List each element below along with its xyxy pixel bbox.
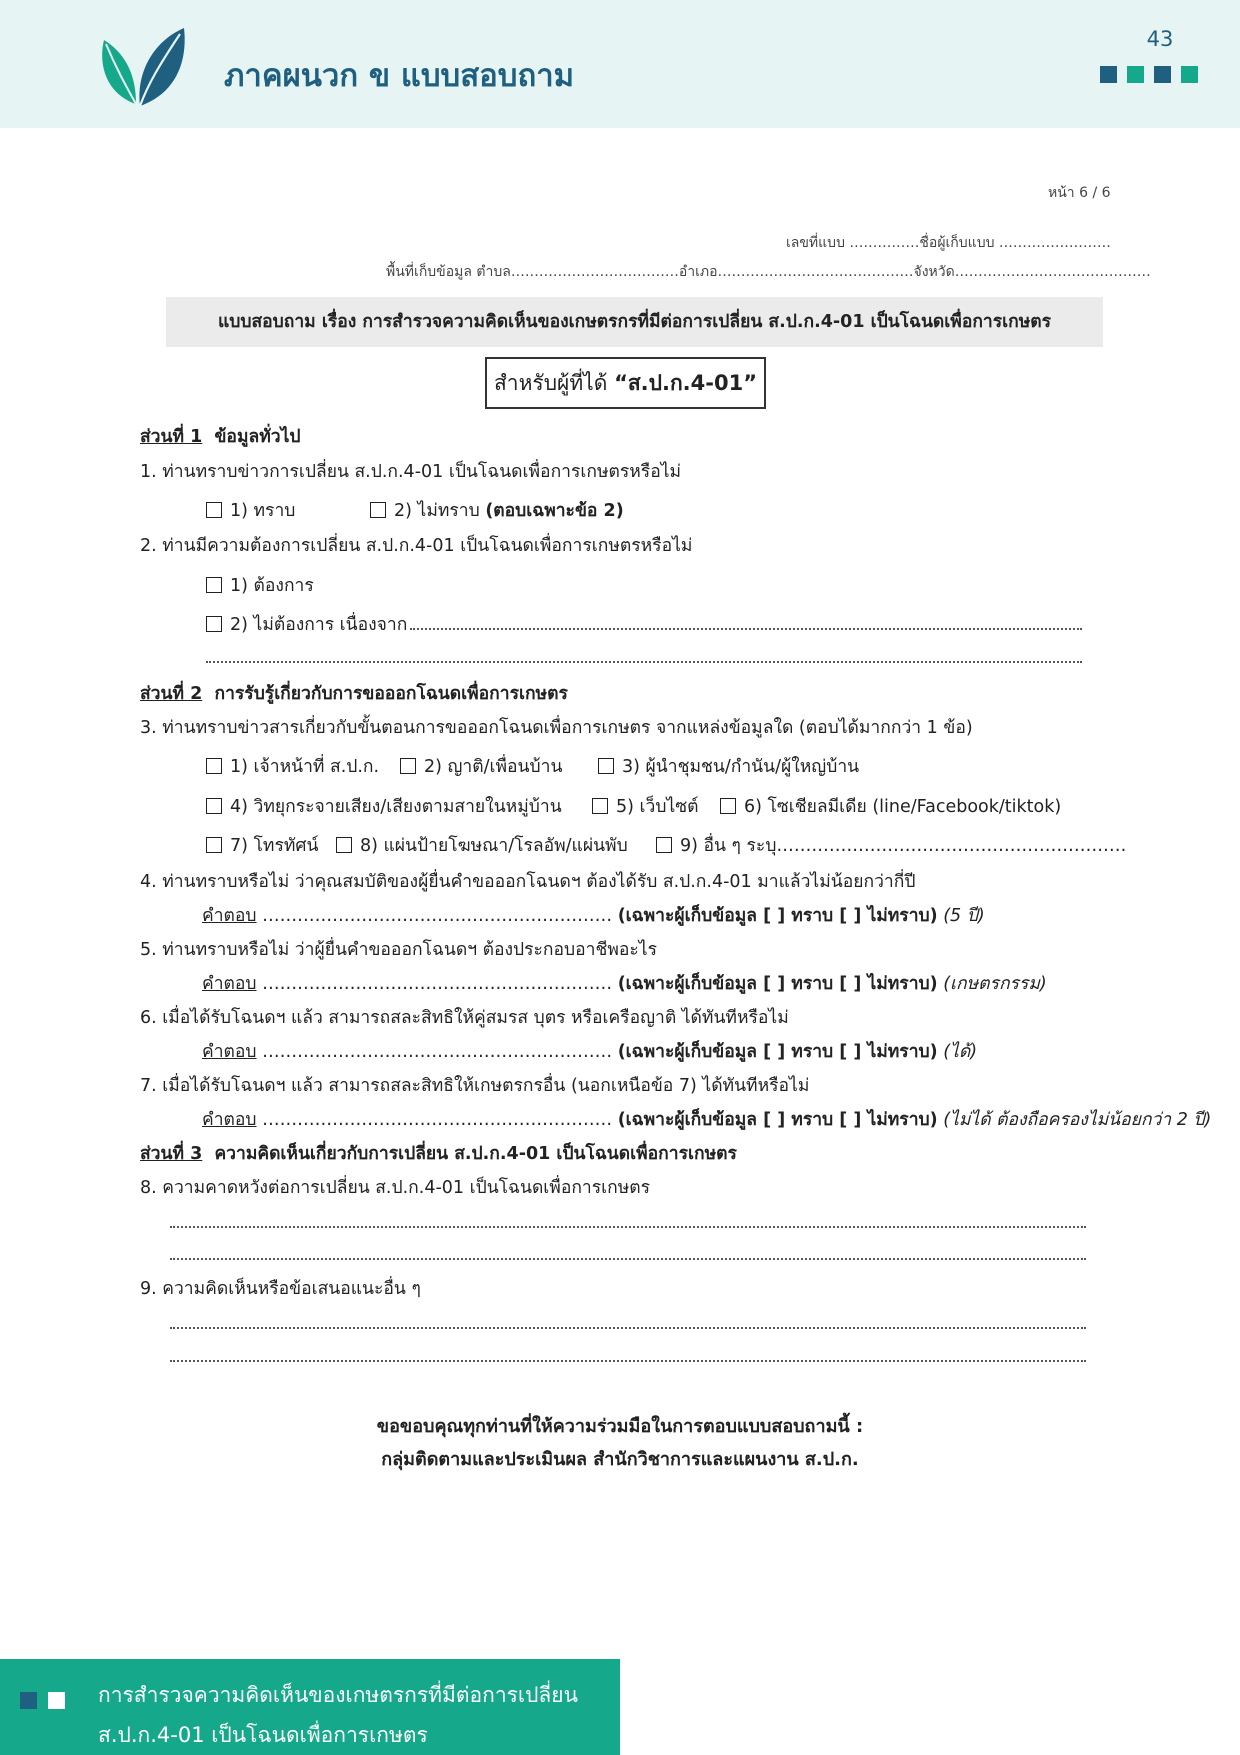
option-note: (ตอบเฉพาะข้อ 2)	[485, 501, 624, 521]
answer-label: คำตอบ	[202, 1042, 257, 1062]
q3-option-5[interactable]	[592, 792, 698, 820]
q2-reason-line-2[interactable]	[206, 661, 1082, 663]
q8-answer-line-2[interactable]	[170, 1258, 1086, 1260]
checkbox[interactable]	[206, 758, 222, 774]
form-subtitle-box	[485, 357, 766, 409]
area-field[interactable]: พื้นที่เก็บข้อมูล ตำบล………………………………อำเภอ……………………………………จังหวัด……………………………………	[386, 264, 1151, 280]
checkbox[interactable]	[206, 616, 222, 632]
q3-option-1[interactable]	[206, 752, 379, 780]
q1-text: 1. ท่านทราบข่าวการเปลี่ยน ส.ป.ก.4-01 เป็นโฉนดเพื่อการเกษตรหรือไม่	[140, 462, 682, 482]
checkbox[interactable]	[400, 758, 416, 774]
q8-text: 8. ความคาดหวังต่อการเปลี่ยน ส.ป.ก.4-01 เป็นโฉนดเพื่อการเกษตร	[140, 1178, 651, 1198]
form-number-field[interactable]: เลขที่แบบ ……………ชื่อผู้เก็บแบบ ……………………	[786, 235, 1111, 251]
answer-label: คำตอบ	[202, 974, 257, 994]
collector-note: (เฉพาะผู้เก็บข้อมูล [ ] ทราบ [ ] ไม่ทราบ)	[617, 906, 938, 926]
q5-text: 5. ท่านทราบหรือไม่ ว่าผู้ยื่นคำขอออกโฉนดฯ ต้องประกอบอาชีพอะไร	[140, 940, 657, 960]
answer-dots[interactable]: ……………………………………………………	[262, 1110, 613, 1130]
q2-option-1[interactable]	[206, 571, 314, 599]
part3-title: ความคิดเห็นเกี่ยวกับการเปลี่ยน ส.ป.ก.4-01 เป็นโฉนดเพื่อการเกษตร	[214, 1144, 737, 1164]
option-label: 2) ไม่ทราบ	[394, 501, 480, 521]
checkbox[interactable]	[206, 577, 222, 593]
subtitle-bold: “ส.ป.ก.4-01”	[614, 371, 758, 395]
checkbox[interactable]	[206, 798, 222, 814]
q7-answer-row[interactable]	[202, 1105, 1211, 1133]
option-label: 1) ต้องการ	[230, 576, 314, 596]
q8-answer-line-1[interactable]	[170, 1226, 1086, 1228]
option-label: 3) ผู้นำชุมชน/กำนัน/ผู้ใหญ่บ้าน	[622, 757, 860, 777]
q7-text: 7. เมื่อได้รับโฉนดฯ แล้ว สามารถสละสิทธิให้เกษตรกรอื่น (นอกเหนือข้อ 7) ได้ทันทีหรือไม่	[140, 1076, 810, 1096]
q3-option-9[interactable]	[656, 831, 1126, 859]
footer-text	[98, 1675, 578, 1755]
part1-title: ข้อมูลทั่วไป	[214, 427, 301, 447]
footer-line-1: การสำรวจความคิดเห็นของเกษตรกรที่มีต่อการเปลี่ยน	[98, 1683, 578, 1707]
subtitle-prefix: สำหรับผู้ที่ได้	[493, 371, 615, 395]
closing-thanks: ขอขอบคุณทุกท่านที่ให้ความร่วมมือในการตอบแบบสอบถามนี้ :	[376, 1416, 864, 1437]
q2-text: 2. ท่านมีความต้องการเปลี่ยน ส.ป.ก.4-01 เป็นโฉนดเพื่อการเกษตรหรือไม่	[140, 536, 693, 556]
closing-org: กลุ่มติดตามและประเมินผล สำนักวิชาการและแผนงาน ส.ป.ก.	[381, 1449, 859, 1470]
collector-note: (เฉพาะผู้เก็บข้อมูล [ ] ทราบ [ ] ไม่ทราบ)	[617, 1042, 938, 1062]
part2-heading	[140, 679, 568, 707]
checkbox[interactable]	[336, 837, 352, 853]
option-label: 7) โทรทัศน์	[230, 836, 319, 856]
option-label: 4) วิทยุกระจายเสียง/เสียงตามสายในหมู่บ้าน	[230, 797, 562, 817]
q9-answer-line-1[interactable]	[170, 1327, 1086, 1329]
q3-text: 3. ท่านทราบข่าวสารเกี่ยวกับขั้นตอนการขอออกโฉนดเพื่อการเกษตร จากแหล่งข้อมูลใด (ตอบได้มากกว่า 1 ข้อ)	[140, 718, 973, 738]
part2-title: การรับรู้เกี่ยวกับการขอออกโฉนดเพื่อการเกษตร	[214, 684, 568, 704]
answer-dots[interactable]: ……………………………………………………	[262, 1042, 613, 1062]
q3-option-4[interactable]	[206, 792, 562, 820]
q5-answer-row[interactable]	[202, 969, 1047, 997]
q4-answer-row[interactable]	[202, 901, 985, 929]
q1-option-2[interactable]	[370, 496, 624, 524]
option-label: 1) ทราบ	[230, 501, 296, 521]
page-footer	[0, 1659, 620, 1755]
answer-hint: (เกษตรกรรม)	[943, 974, 1047, 994]
q3-option-8[interactable]	[336, 831, 628, 859]
answer-hint: (5 ปี)	[943, 906, 985, 926]
q6-answer-row[interactable]	[202, 1037, 977, 1065]
q2-option-2[interactable]	[206, 610, 407, 638]
q9-answer-line-2[interactable]	[170, 1360, 1086, 1362]
option-label: 2) ไม่ต้องการ เนื่องจาก	[230, 615, 408, 635]
q1-option-1[interactable]	[206, 496, 295, 524]
checkbox[interactable]	[598, 758, 614, 774]
answer-dots[interactable]: ……………………………………………………	[262, 906, 613, 926]
collector-note: (เฉพาะผู้เก็บข้อมูล [ ] ทราบ [ ] ไม่ทราบ)	[617, 1110, 938, 1130]
header-title: ภาคผนวก ข แบบสอบถาม	[224, 58, 575, 94]
decor-square	[48, 1692, 65, 1709]
part1-heading	[140, 422, 300, 450]
checkbox[interactable]	[656, 837, 672, 853]
q2-reason-line[interactable]	[410, 628, 1082, 630]
checkbox[interactable]	[592, 798, 608, 814]
checkbox[interactable]	[206, 502, 222, 518]
option-label: 8) แผ่นป้ายโฆษณา/โรลอัพ/แผ่นพับ	[360, 836, 628, 856]
option-label: 5) เว็บไซต์	[616, 797, 699, 817]
q4-text: 4. ท่านทราบหรือไม่ ว่าคุณสมบัติของผู้ยื่นคำขอออกโฉนดฯ ต้องได้รับ ส.ป.ก.4-01 มาแล้วไม่น้อยกว่ากี่ปี	[140, 872, 916, 892]
answer-hint: (ไม่ได้ ต้องถือครองไม่น้อยกว่า 2 ปี)	[943, 1110, 1212, 1130]
form-title: แบบสอบถาม เรื่อง การสำรวจความคิดเห็นของเกษตรกรที่มีต่อการเปลี่ยน ส.ป.ก.4-01 เป็นโฉนดเพื่อการเกษตร	[166, 297, 1103, 347]
page-number: 43	[1146, 27, 1174, 51]
q3-option-6[interactable]	[720, 792, 1061, 820]
q9-text: 9. ความคิดเห็นหรือข้อเสนอแนะอื่น ๆ	[140, 1279, 421, 1299]
q3-option-3[interactable]	[598, 752, 859, 780]
option-label: 9) อื่น ๆ ระบุ……………………………………………………	[680, 836, 1127, 856]
q3-option-2[interactable]	[400, 752, 562, 780]
decor-square	[20, 1692, 37, 1709]
checkbox[interactable]	[206, 837, 222, 853]
answer-label: คำตอบ	[202, 1110, 257, 1130]
q3-option-7[interactable]	[206, 831, 318, 859]
option-label: 6) โซเชียลมีเดีย (line/Facebook/tiktok)	[744, 797, 1062, 817]
option-label: 2) ญาติ/เพื่อนบ้าน	[424, 757, 563, 777]
page-label: หน้า 6 / 6	[1048, 185, 1111, 201]
answer-dots[interactable]: ……………………………………………………	[262, 974, 613, 994]
option-label: 1) เจ้าหน้าที่ ส.ป.ก.	[230, 757, 380, 777]
checkbox[interactable]	[720, 798, 736, 814]
part1-label: ส่วนที่ 1	[140, 427, 203, 447]
checkbox[interactable]	[370, 502, 386, 518]
q6-text: 6. เมื่อได้รับโฉนดฯ แล้ว สามารถสละสิทธิให้คู่สมรส บุตร หรือเครือญาติ ได้ทันทีหรือไม่	[140, 1008, 789, 1028]
part3-heading	[140, 1139, 737, 1167]
footer-line-2: ส.ป.ก.4-01 เป็นโฉนดเพื่อการเกษตร	[98, 1723, 428, 1747]
part2-label: ส่วนที่ 2	[140, 684, 203, 704]
answer-hint: (ได้)	[943, 1042, 978, 1062]
part3-label: ส่วนที่ 3	[140, 1144, 203, 1164]
answer-label: คำตอบ	[202, 906, 257, 926]
collector-note: (เฉพาะผู้เก็บข้อมูล [ ] ทราบ [ ] ไม่ทราบ)	[617, 974, 938, 994]
